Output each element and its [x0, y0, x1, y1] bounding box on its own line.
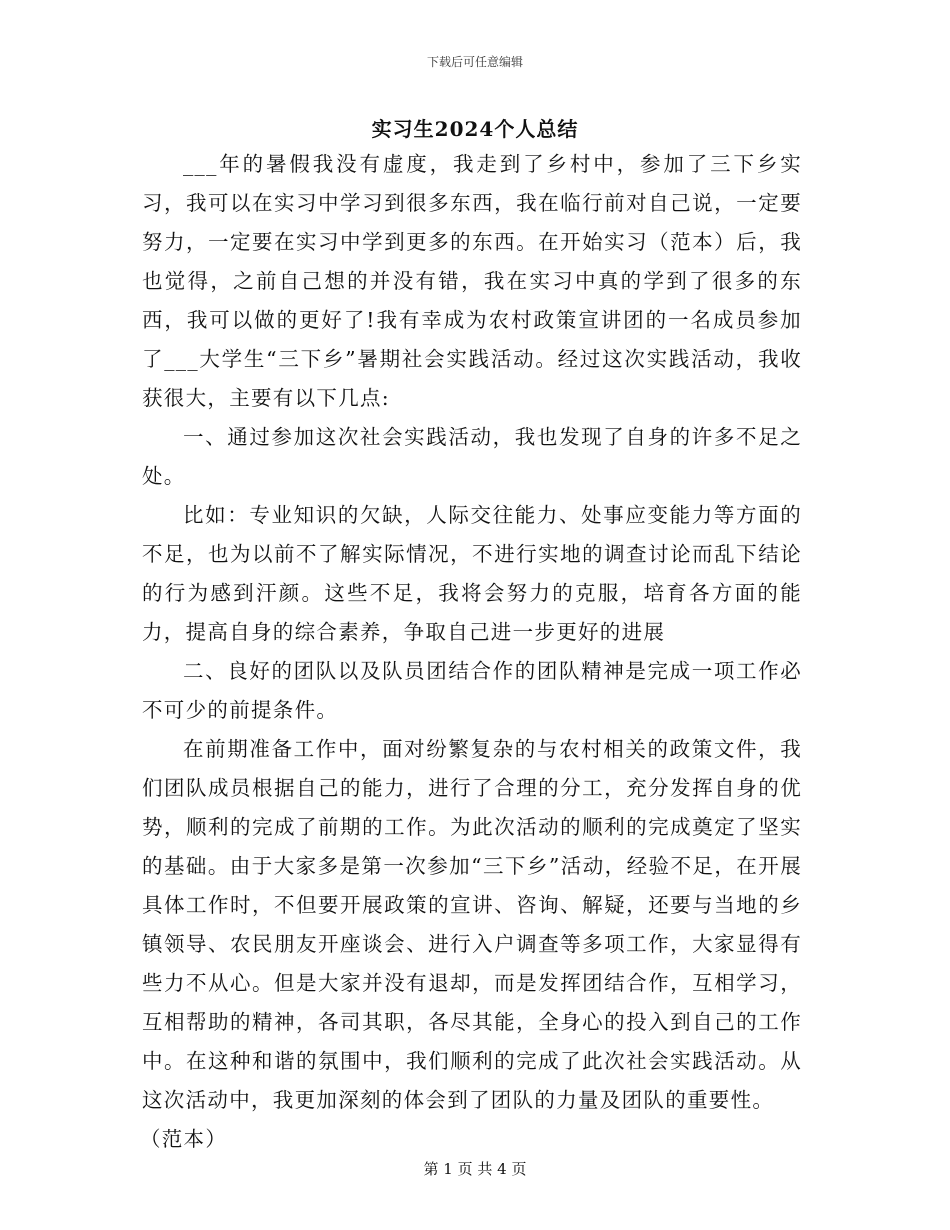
- paragraph-point-one: 一、通过参加这次社会实践活动，我也发现了自身的许多不足之处。: [142, 425, 802, 488]
- paragraph-example: 比如：专业知识的欠缺，人际交往能力、处事应变能力等方面的不足，也为以前不了解实际情况，不进行实地的调查讨论而乱下结论的行为感到汗颜。这些不足，我将会努力的克服，培育各方面的能力，提高自身的综合素养，争取自己进一步更好的进展: [142, 503, 802, 644]
- paragraph-sample-note: （范本）: [139, 1127, 228, 1151]
- paragraph-teamwork: 在前期准备工作中，面对纷繁复杂的与农村相关的政策文件，我们团队成员根据自己的能力，进行了合理的分工，充分发挥自身的优势，顺利的完成了前期的工作。为此次活动的顺利的完成奠定了坚实的基础。由于大家多是第一次参加“三下乡”活动，经验不足，在开展具体工作时，不但要开展政策的宣讲、咨询、解疑，还要与当地的乡镇领导、农民朋友开座谈会、进行入户调查等多项工作，大家显得有些力不从心。但是大家并没有退却，而是发挥团结合作，互相学习，互相帮助的精神，各司其职，各尽其能，全身心的投入到自己的工作中。在这种和谐的氛围中，我们顺利的完成了此次社会实践活动。从这次活动中，我更加深刻的体会到了团队的力量及团队的重要性。: [142, 737, 802, 1112]
- document-body: [139, 145, 802, 1159]
- page-number: 第 1 页 共 4 页: [423, 1160, 527, 1178]
- paragraph-intro: ___年的暑假我没有虚度，我走到了乡村中，参加了三下乡实习，我可以在实习中学习到很多东西，我在临行前对自己说，一定要努力，一定要在实习中学到更多的东西。在开始实习（范本）后，我也觉得，之前自己想的并没有错，我在实习中真的学到了很多的东西，我可以做的更好了!我有幸成为农村政策宣讲团的一名成员参加了___大学生“三下乡”暑期社会实践活动。经过这次实践活动，我收获很大，主要有以下几点:: [142, 152, 802, 410]
- header-note: 下载后可任意编辑: [426, 55, 523, 69]
- paragraph-point-two: 二、良好的团队以及队员团结合作的团队精神是完成一项工作必不可少的前提条件。: [142, 659, 802, 722]
- document-title: 实习生2024个人总结: [371, 117, 579, 141]
